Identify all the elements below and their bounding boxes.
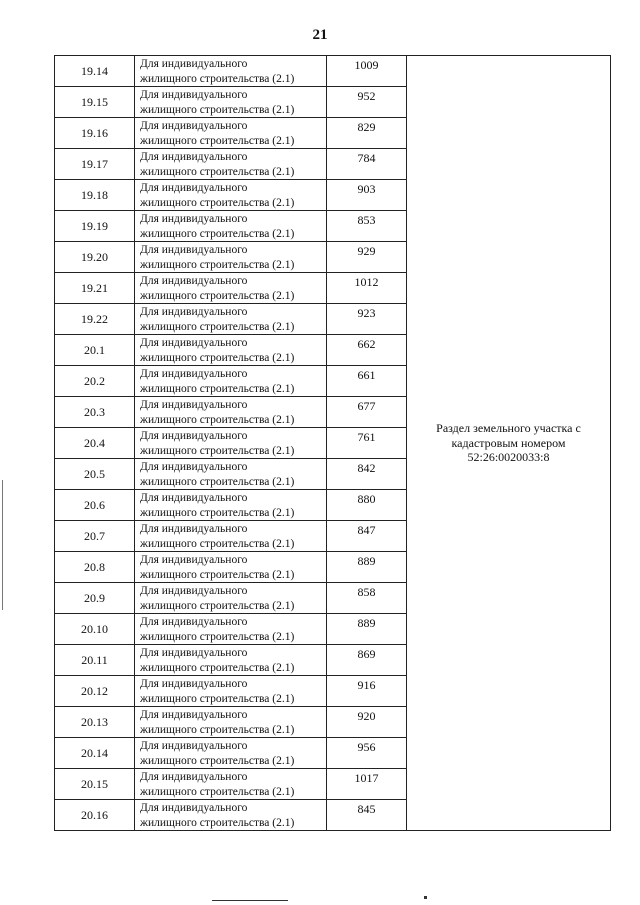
permitted-use-line-1: Для индивидуального [140,151,248,163]
plot-number-cell: 20.6 [55,490,135,521]
area-cell: 903 [327,180,407,211]
permitted-use-cell [135,149,327,180]
area-cell: 677 [327,397,407,428]
permitted-use-cell [135,769,327,800]
note-cell [407,56,611,831]
permitted-use-line-1: Для индивидуального [140,802,248,814]
area-cell: 661 [327,366,407,397]
area-cell: 784 [327,149,407,180]
permitted-use-line-2: жилищного строительства (2.1) [140,413,295,426]
plot-number-cell: 20.5 [55,459,135,490]
permitted-use-line-1: Для индивидуального [140,337,248,349]
plot-number-cell: 20.9 [55,583,135,614]
note-line2: кадастровым номером [451,435,566,450]
plot-number-cell: 19.17 [55,149,135,180]
plot-number-cell: 19.18 [55,180,135,211]
scan-margin-mark [2,480,3,610]
permitted-use-line-2: жилищного строительства (2.1) [140,816,295,829]
plot-number-cell: 19.19 [55,211,135,242]
permitted-use-line-1: Для индивидуального [140,306,248,318]
note-line1: Раздел земельного участка с [436,421,581,436]
permitted-use-cell [135,676,327,707]
plot-number-cell: 20.14 [55,738,135,769]
permitted-use-cell [135,459,327,490]
area-cell: 889 [327,614,407,645]
permitted-use-line-1: Для индивидуального [140,554,248,566]
area-cell: 858 [327,583,407,614]
permitted-use-cell [135,242,327,273]
permitted-use-line-1: Для индивидуального [140,430,248,442]
plot-number-cell: 20.2 [55,366,135,397]
permitted-use-line-2: жилищного строительства (2.1) [140,258,295,271]
permitted-use-line-2: жилищного строительства (2.1) [140,506,295,519]
permitted-use-cell [135,304,327,335]
permitted-use-line-1: Для индивидуального [140,213,248,225]
area-cell: 853 [327,211,407,242]
permitted-use-cell [135,583,327,614]
plot-number-cell: 20.12 [55,676,135,707]
permitted-use-line-2: жилищного строительства (2.1) [140,599,295,612]
permitted-use-cell [135,490,327,521]
permitted-use-line-1: Для индивидуального [140,585,248,597]
plot-number-cell: 19.20 [55,242,135,273]
permitted-use-line-2: жилищного строительства (2.1) [140,661,295,674]
permitted-use-line-1: Для индивидуального [140,523,248,535]
permitted-use-line-1: Для индивидуального [140,492,248,504]
permitted-use-cell [135,552,327,583]
permitted-use-line-1: Для индивидуального [140,616,248,628]
area-cell: 1012 [327,273,407,304]
permitted-use-line-2: жилищного строительства (2.1) [140,134,295,147]
permitted-use-line-2: жилищного строительства (2.1) [140,382,295,395]
plot-number-cell: 20.4 [55,428,135,459]
plot-number-cell: 19.16 [55,118,135,149]
permitted-use-line-1: Для индивидуального [140,461,248,473]
area-cell: 923 [327,304,407,335]
permitted-use-cell [135,645,327,676]
area-cell: 952 [327,87,407,118]
bottom-rule [212,900,288,901]
permitted-use-cell [135,366,327,397]
permitted-use-line-1: Для индивидуального [140,58,248,70]
plot-number-cell: 19.14 [55,56,135,87]
permitted-use-line-2: жилищного строительства (2.1) [140,351,295,364]
area-cell: 889 [327,552,407,583]
permitted-use-cell [135,211,327,242]
permitted-use-line-2: жилищного строительства (2.1) [140,475,295,488]
permitted-use-line-2: жилищного строительства (2.1) [140,568,295,581]
plot-number-cell: 20.16 [55,800,135,831]
permitted-use-cell [135,614,327,645]
area-cell: 920 [327,707,407,738]
permitted-use-line-1: Для индивидуального [140,182,248,194]
permitted-use-cell [135,397,327,428]
area-cell: 845 [327,800,407,831]
table-row [55,56,611,87]
plot-number-cell: 20.3 [55,397,135,428]
plot-number-cell: 19.22 [55,304,135,335]
plot-number-cell: 20.11 [55,645,135,676]
permitted-use-line-2: жилищного строительства (2.1) [140,723,295,736]
permitted-use-cell [135,335,327,366]
area-cell: 761 [327,428,407,459]
permitted-use-cell [135,118,327,149]
area-cell: 829 [327,118,407,149]
plot-number-cell: 20.8 [55,552,135,583]
permitted-use-cell [135,707,327,738]
plot-number-cell: 20.15 [55,769,135,800]
area-cell: 929 [327,242,407,273]
plot-number-cell: 20.13 [55,707,135,738]
land-plots-table [54,55,611,831]
permitted-use-line-1: Для индивидуального [140,771,248,783]
permitted-use-line-1: Для индивидуального [140,678,248,690]
area-cell: 1017 [327,769,407,800]
permitted-use-line-2: жилищного строительства (2.1) [140,785,295,798]
permitted-use-line-2: жилищного строительства (2.1) [140,72,295,85]
table-body [55,56,611,831]
permitted-use-line-1: Для индивидуального [140,399,248,411]
plot-number-cell: 20.1 [55,335,135,366]
permitted-use-line-1: Для индивидуального [140,740,248,752]
area-cell: 662 [327,335,407,366]
permitted-use-line-1: Для индивидуального [140,709,248,721]
permitted-use-line-1: Для индивидуального [140,647,248,659]
plot-number-cell: 19.21 [55,273,135,304]
area-cell: 956 [327,738,407,769]
scan-dot [424,896,427,899]
area-cell: 916 [327,676,407,707]
permitted-use-line-2: жилищного строительства (2.1) [140,320,295,333]
permitted-use-line-1: Для индивидуального [140,368,248,380]
permitted-use-line-1: Для индивидуального [140,275,248,287]
permitted-use-cell [135,180,327,211]
plot-number-cell: 20.7 [55,521,135,552]
permitted-use-line-2: жилищного строительства (2.1) [140,103,295,116]
permitted-use-line-2: жилищного строительства (2.1) [140,537,295,550]
permitted-use-line-1: Для индивидуального [140,120,248,132]
permitted-use-cell [135,428,327,459]
permitted-use-cell [135,521,327,552]
page-number: 21 [312,27,328,43]
area-cell: 842 [327,459,407,490]
permitted-use-line-2: жилищного строительства (2.1) [140,196,295,209]
permitted-use-line-2: жилищного строительства (2.1) [140,165,295,178]
area-cell: 880 [327,490,407,521]
note-line3: 52:26:0020033:8 [467,450,550,465]
permitted-use-line-1: Для индивидуального [140,244,248,256]
permitted-use-line-2: жилищного строительства (2.1) [140,630,295,643]
area-cell: 869 [327,645,407,676]
permitted-use-cell [135,56,327,87]
permitted-use-line-2: жилищного строительства (2.1) [140,692,295,705]
permitted-use-line-1: Для индивидуального [140,89,248,101]
area-cell: 1009 [327,56,407,87]
permitted-use-cell [135,273,327,304]
area-cell: 847 [327,521,407,552]
permitted-use-line-2: жилищного строительства (2.1) [140,754,295,767]
plot-number-cell: 20.10 [55,614,135,645]
permitted-use-cell [135,87,327,118]
permitted-use-line-2: жилищного строительства (2.1) [140,289,295,302]
permitted-use-line-2: жилищного строительства (2.1) [140,444,295,457]
permitted-use-cell [135,738,327,769]
permitted-use-cell [135,800,327,831]
permitted-use-line-2: жилищного строительства (2.1) [140,227,295,240]
plot-number-cell: 19.15 [55,87,135,118]
